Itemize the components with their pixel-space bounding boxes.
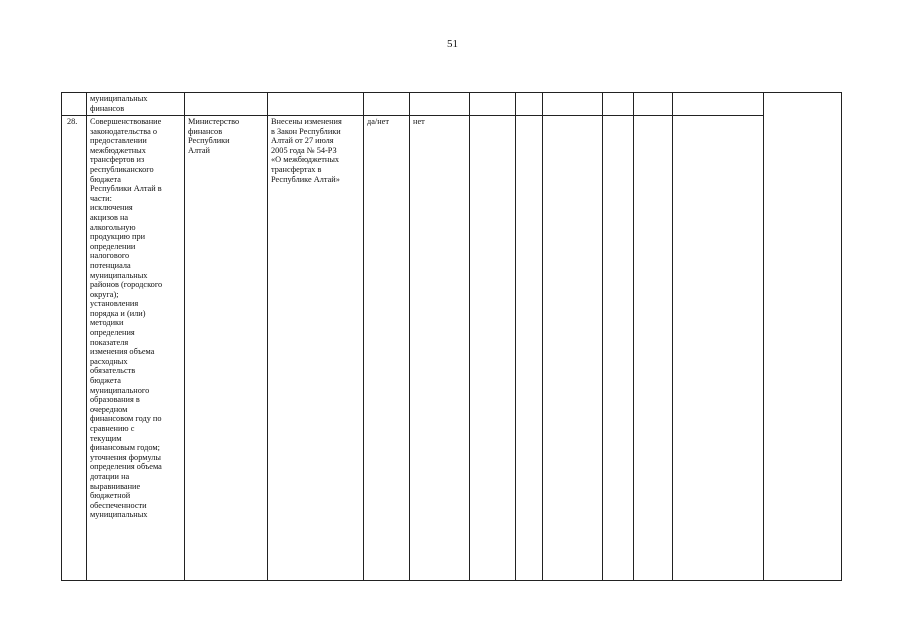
table-cell [673, 93, 764, 116]
table-cell [410, 93, 470, 116]
row-number: 28. [62, 116, 87, 581]
answer-cell: нет [410, 116, 470, 581]
table-row-28 [62, 116, 842, 581]
table-cell [543, 93, 603, 116]
page-number: 51 [447, 38, 458, 50]
table-cell [603, 116, 634, 581]
table-cell [470, 116, 516, 581]
table-row-continuation [62, 93, 842, 116]
measure-cell: Совершенствование законодательства о предоставлении межбюджетных трансфертов из республиканского бюджета Республики Алтай в части: исключения акцизов на алкогольную продукцию при определении налогового потенциала муниципальных районов (городского округа); установления порядка и (или) методики определения показателя изменения объема расходных обязательств бюджета муниципального образования в очередном финансовом году по сравнению с текущим финансовым годом; уточнения формулы определения объема дотации на выравнивание бюджетной обеспеченности муниципальных [87, 116, 185, 581]
table-cell [185, 93, 268, 116]
table-cell [764, 93, 842, 581]
yes-no-cell: да/нет [364, 116, 410, 581]
table-cell [634, 116, 673, 581]
table-cell [603, 93, 634, 116]
result-cell: Внесены изменения в Закон Республики Алтай от 27 июля 2005 года № 54-РЗ «О межбюджетных трансфертах в Республике Алтай» [268, 116, 364, 581]
table-cell [364, 93, 410, 116]
executor-cell: Министерство финансов Республики Алтай [185, 116, 268, 581]
table-cell [634, 93, 673, 116]
table-cell [268, 93, 364, 116]
table-cell [543, 116, 603, 581]
table-cell [516, 93, 543, 116]
table-cell [470, 93, 516, 116]
table-cell [62, 93, 87, 116]
table-cell [516, 116, 543, 581]
document-table [61, 92, 842, 581]
table-cell [673, 116, 764, 581]
table-cell-measure-continuation: муниципальных финансов [87, 93, 185, 116]
